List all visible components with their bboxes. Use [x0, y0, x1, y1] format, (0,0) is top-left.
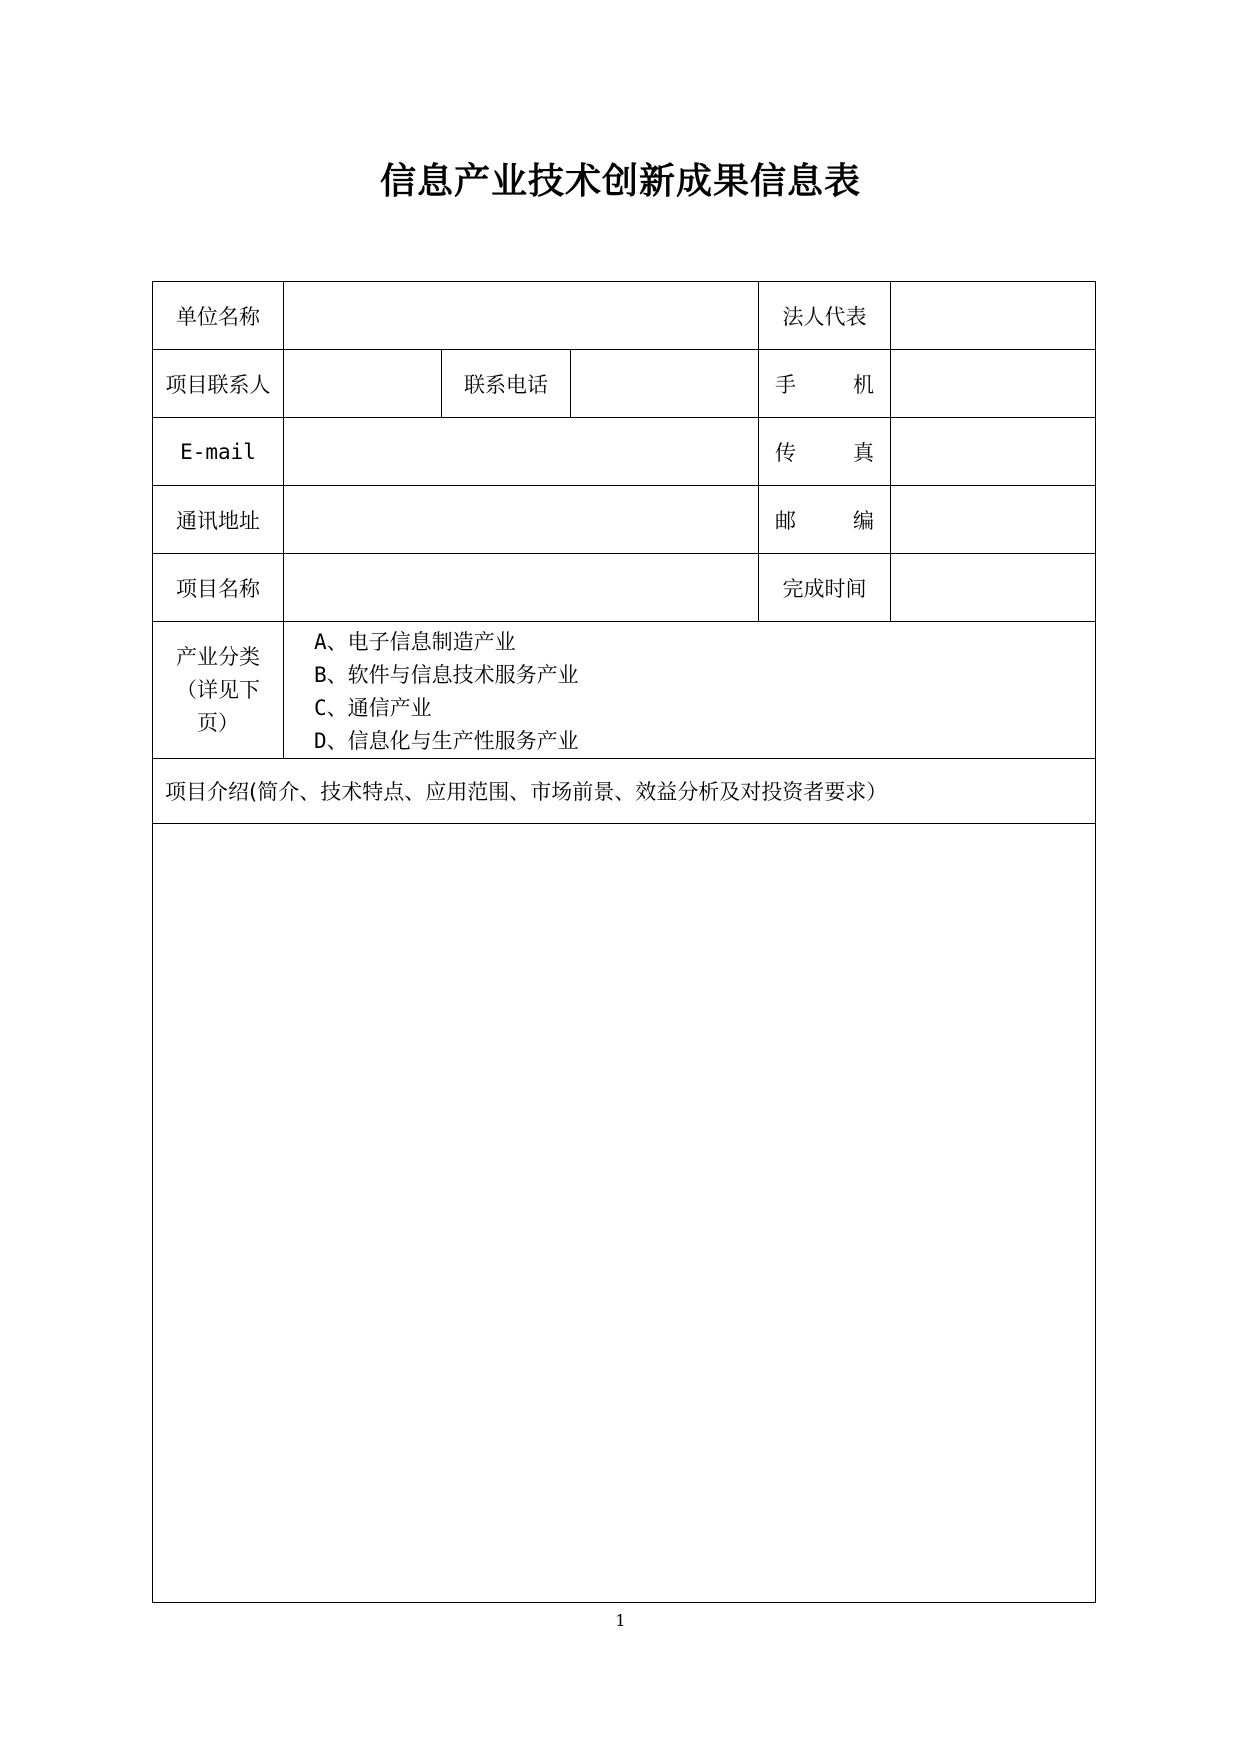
intro-textarea[interactable] — [153, 824, 1096, 1603]
contact-field[interactable] — [284, 350, 442, 418]
page-number: 1 — [615, 1611, 626, 1630]
legal-rep-label: 法人代表 — [759, 282, 891, 350]
completion-time-label: 完成时间 — [759, 554, 891, 622]
contact-label: 项目联系人 — [153, 350, 284, 418]
project-name-field[interactable] — [284, 554, 759, 622]
unit-name-field[interactable] — [284, 282, 759, 350]
option-letter: C — [314, 696, 327, 720]
postcode-field[interactable] — [891, 486, 1096, 554]
email-field[interactable] — [284, 418, 759, 486]
option-letter: B — [314, 663, 327, 687]
option-letter: D — [314, 729, 327, 753]
row-email — [153, 418, 1096, 486]
row-project — [153, 554, 1096, 622]
option-text: 、通信产业 — [326, 696, 432, 720]
category-option-d[interactable] — [314, 725, 1095, 758]
completion-time-field[interactable] — [891, 554, 1096, 622]
row-intro-body — [153, 824, 1096, 1603]
category-label-line: 页） — [197, 710, 239, 735]
info-form-table — [152, 281, 1096, 1603]
project-name-label: 项目名称 — [153, 554, 284, 622]
email-label: E-mail — [153, 418, 284, 486]
unit-name-label: 单位名称 — [153, 282, 284, 350]
row-unit — [153, 282, 1096, 350]
intro-label: 项目介绍(简介、技术特点、应用范围、市场前景、效益分析及对投资者要求） — [153, 759, 1096, 824]
phone-field[interactable] — [571, 350, 759, 418]
page-title: 信息产业技术创新成果信息表 — [379, 161, 861, 202]
row-category — [153, 622, 1096, 759]
fax-label: 传 真 — [759, 418, 891, 486]
category-label-line: （详见下 — [176, 677, 260, 702]
category-label-line: 产业分类 — [176, 644, 260, 669]
postcode-label: 邮 编 — [759, 486, 891, 554]
category-option-c[interactable] — [314, 692, 1095, 725]
category-label — [153, 622, 284, 759]
row-intro-header — [153, 759, 1096, 824]
mobile-field[interactable] — [891, 350, 1096, 418]
category-option-b[interactable] — [314, 659, 1095, 692]
row-contact — [153, 350, 1096, 418]
option-letter: A — [314, 630, 327, 654]
option-text: 、电子信息制造产业 — [326, 630, 516, 654]
address-field[interactable] — [284, 486, 759, 554]
row-address — [153, 486, 1096, 554]
phone-label: 联系电话 — [442, 350, 571, 418]
address-label: 通讯地址 — [153, 486, 284, 554]
option-text: 、信息化与生产性服务产业 — [326, 729, 579, 753]
category-options — [284, 622, 1096, 759]
option-text: 、软件与信息技术服务产业 — [326, 663, 579, 687]
fax-field[interactable] — [891, 418, 1096, 486]
mobile-label: 手 机 — [759, 350, 891, 418]
legal-rep-field[interactable] — [891, 282, 1096, 350]
category-option-a[interactable] — [314, 626, 1095, 659]
